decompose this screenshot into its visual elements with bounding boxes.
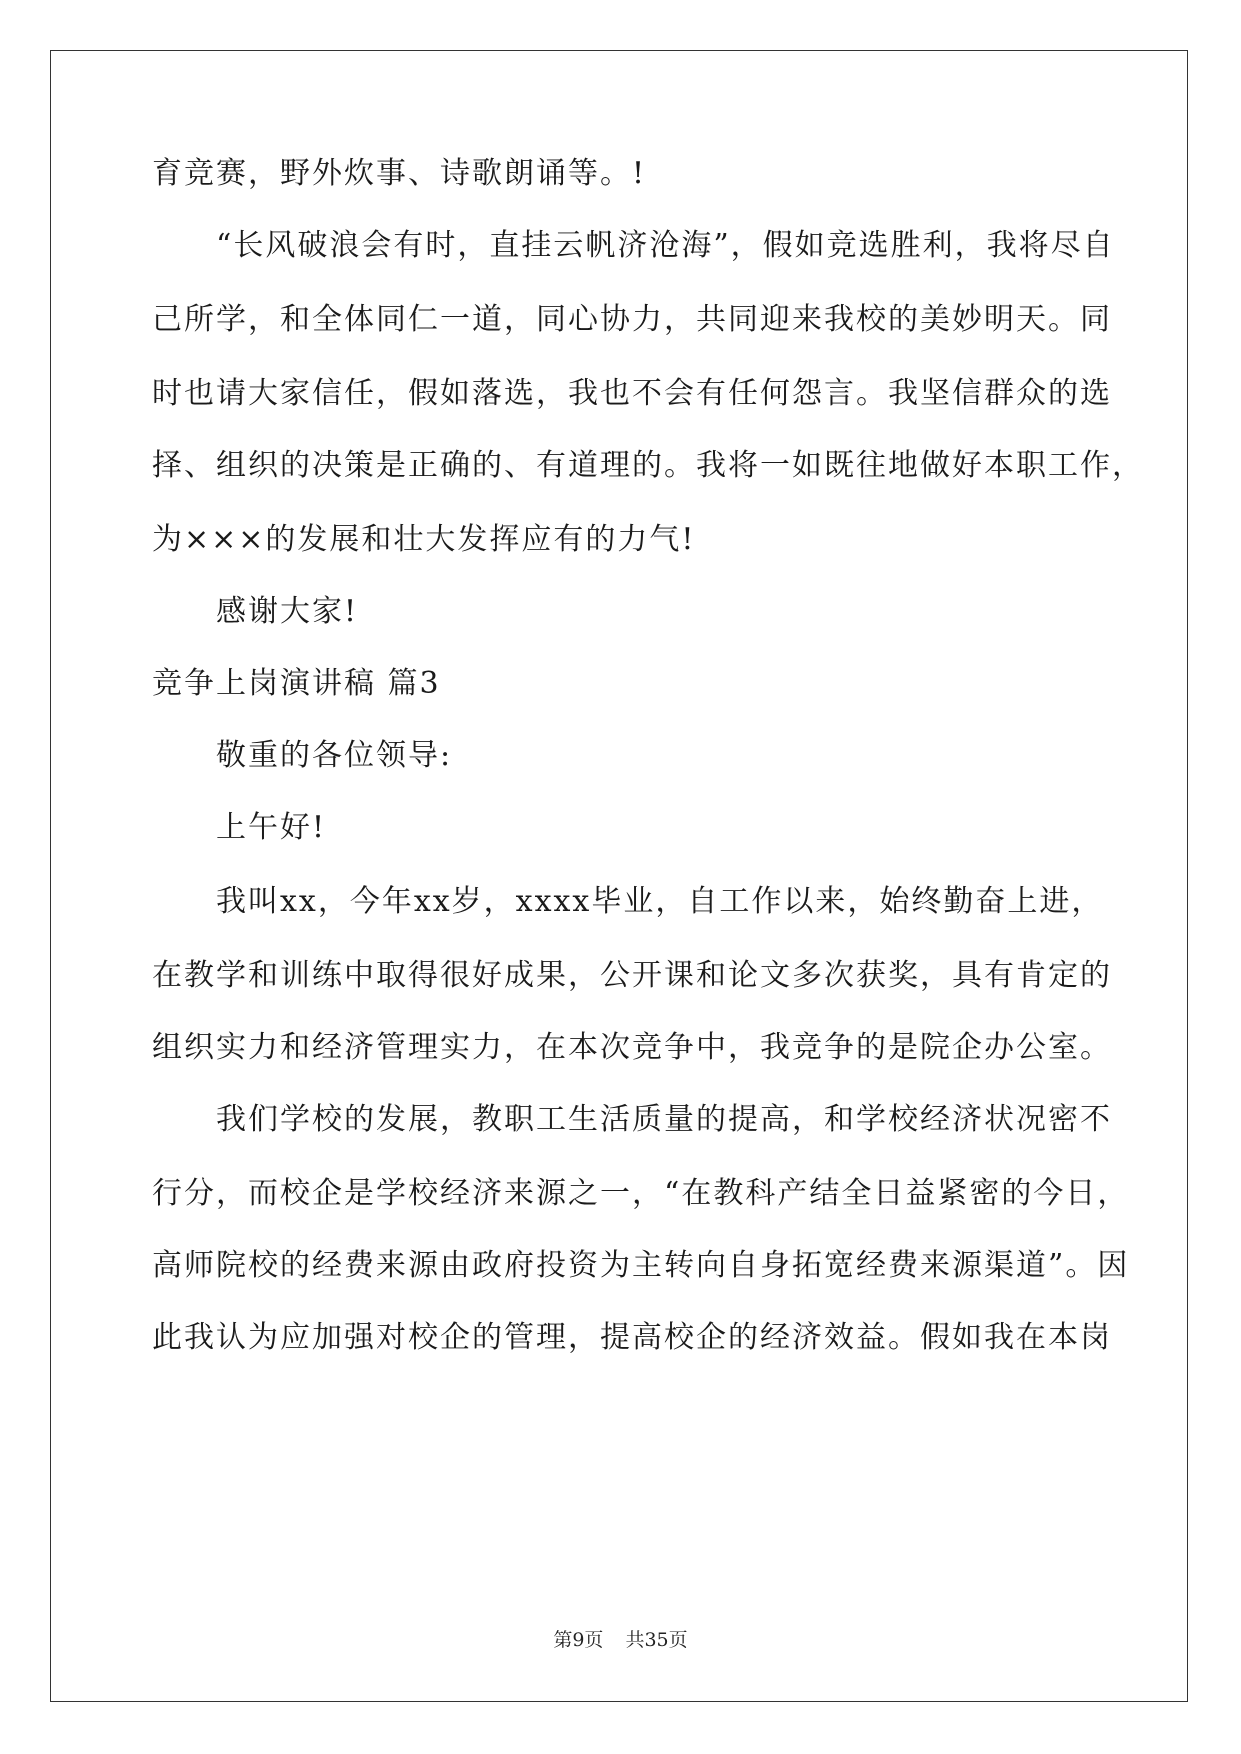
text-line: 我叫xx，今年xx岁，xxxx毕业，自工作以来，始终勤奋上进， bbox=[216, 884, 1104, 919]
text-line: 己所学，和全体同仁一道，同心协力，共同迎来我校的美妙明天。同 bbox=[152, 302, 1112, 337]
text-line: 此我认为应加强对校企的管理，提高校企的经济效益。假如我在本岗 bbox=[152, 1320, 1112, 1355]
page-total: 共35页 bbox=[625, 1629, 688, 1651]
text-line: 在教学和训练中取得很好成果，公开课和论文多次获奖，具有肯定的 bbox=[152, 958, 1112, 993]
text-line: 行分，而校企是学校经济来源之一，“在教科产结全日益紧密的今日， bbox=[152, 1176, 1130, 1211]
text-line: 敬重的各位领导: bbox=[216, 738, 453, 773]
text-line: “长风破浪会有时，直挂云帆济沧海”，假如竞选胜利，我将尽自 bbox=[216, 228, 1115, 263]
text-line: 时也请大家信任，假如落选，我也不会有任何怨言。我坚信群众的选 bbox=[152, 376, 1112, 411]
page-border bbox=[50, 50, 1188, 1702]
text-line: 育竞赛，野外炊事、诗歌朗诵等。! bbox=[152, 156, 647, 191]
section-heading: 竞争上岗演讲稿 篇3 bbox=[152, 666, 441, 701]
text-line: 为×××的发展和壮大发挥应有的力气! bbox=[152, 522, 696, 557]
page-number: 第9页 bbox=[553, 1629, 604, 1651]
text-line: 择、组织的决策是正确的、有道理的。我将一如既往地做好本职工作， bbox=[152, 448, 1144, 483]
text-line: 高师院校的经费来源由政府投资为主转向自身拓宽经费来源渠道”。因 bbox=[152, 1248, 1130, 1283]
page-footer bbox=[0, 1628, 1241, 1652]
text-line: 我们学校的发展，教职工生活质量的提高，和学校经济状况密不 bbox=[216, 1102, 1112, 1137]
text-line: 上午好! bbox=[216, 810, 327, 845]
text-line: 感谢大家! bbox=[216, 594, 359, 629]
text-line: 组织实力和经济管理实力，在本次竞争中，我竞争的是院企办公室。 bbox=[152, 1030, 1112, 1065]
